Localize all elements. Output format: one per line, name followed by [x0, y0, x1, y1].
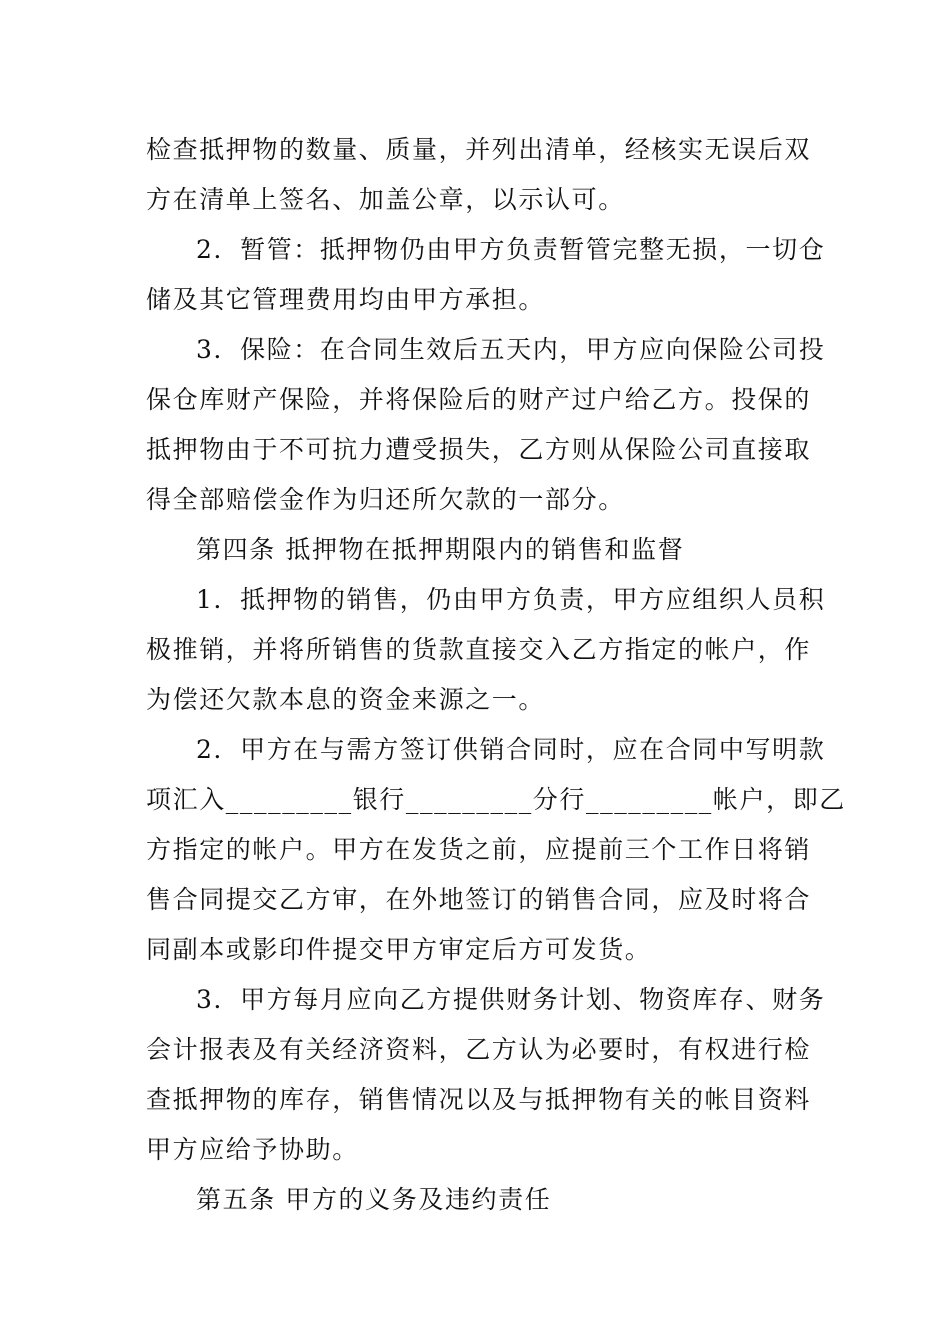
text-line: 售合同提交乙方审，在外地签订的销售合同，应及时将合	[146, 885, 812, 914]
text-line: 检查抵押物的数量、质量，并列出清单，经核实无误后双	[146, 135, 812, 164]
text-line: 储及其它管理费用均由甲方承担。	[146, 285, 546, 314]
text-line: 会计报表及有关经济资料，乙方认为必要时，有权进行检	[146, 1035, 812, 1064]
section-heading: 第四条 抵押物在抵押期限内的销售和监督	[196, 535, 685, 564]
text-line: 得全部赔偿金作为归还所欠款的一部分。	[146, 485, 625, 514]
text-line: 为偿还欠款本息的资金来源之一。	[146, 685, 546, 714]
text-line: 保仓库财产保险，并将保险后的财产过户给乙方。投保的	[146, 385, 812, 414]
text-line: 抵押物由于不可抗力遭受损失，乙方则从保险公司直接取	[146, 435, 812, 464]
text-line: 3．保险：在合同生效后五天内，甲方应向保险公司投	[196, 335, 826, 364]
text-line: 极推销，并将所销售的货款直接交入乙方指定的帐户，作	[146, 635, 812, 664]
text-line: 方指定的帐户。甲方在发货之前，应提前三个工作日将销	[146, 835, 812, 864]
text-line: 同副本或影印件提交甲方审定后方可发货。	[146, 935, 652, 964]
text-line: 3．甲方每月应向乙方提供财务计划、物资库存、财务	[196, 985, 826, 1014]
text-line: 甲方应给予协助。	[146, 1135, 359, 1164]
text-line: 查抵押物的库存，销售情况以及与抵押物有关的帐目资料	[146, 1085, 812, 1114]
text-line: 2．甲方在与需方签订供销合同时，应在合同中写明款	[196, 735, 826, 764]
section-heading: 第五条 甲方的义务及违约责任	[196, 1185, 552, 1214]
text-line: 项汇入_________银行_________分行_________帐户，即乙	[146, 785, 846, 814]
text-line: 2．暂管：抵押物仍由甲方负责暂管完整无损，一切仓	[196, 235, 826, 264]
text-line: 方在清单上签名、加盖公章，以示认可。	[146, 185, 625, 214]
text-line: 1．抵押物的销售，仍由甲方负责，甲方应组织人员积	[196, 585, 826, 614]
